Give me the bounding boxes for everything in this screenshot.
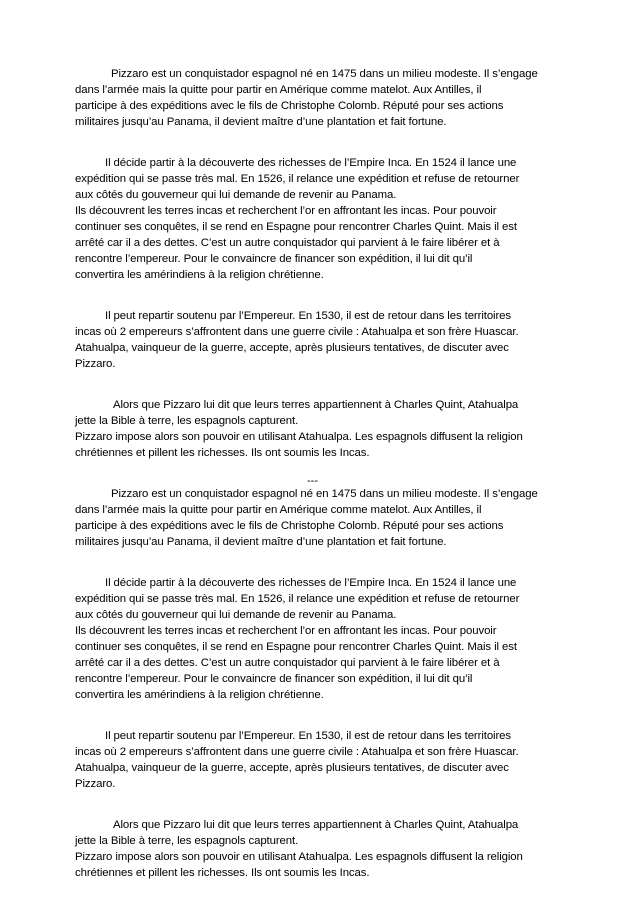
text-line: jette la Bible à terre, les espagnols capturent. — [75, 415, 299, 427]
text-line: participe à des expéditions avec le fils de Christophe Colomb. Réputé pour ses actions — [75, 100, 504, 112]
text-line: Il décide partir à la découverte des richesses de l’Empire Inca. En 1524 il lance une — [105, 577, 517, 589]
text-line: continuer ses conquêtes, il se rend en Espagne pour rencontrer Charles Quint. Mais il est — [75, 641, 517, 653]
text-line: rencontre l’empereur. Pour le convaincre de financer son expédition, il lui dit qu’il — [75, 253, 473, 265]
text-line: Pizzaro est un conquistador espagnol né en 1475 dans un milieu modeste. Il s’engage — [111, 68, 538, 80]
paragraph — [75, 155, 550, 283]
text-line: participe à des expéditions avec le fils de Christophe Colomb. Réputé pour ses actions — [75, 520, 504, 532]
section-separator: --- — [307, 475, 318, 487]
text-line: convertira les amérindiens à la religion chrétienne. — [75, 689, 324, 701]
text-line: militaires jusqu’au Panama, il devient maître d’une plantation et fait fortune. — [75, 536, 447, 548]
text-line: Atahualpa, vainqueur de la guerre, accepte, après plusieurs tentatives, de discuter avec — [75, 762, 509, 774]
text-line: continuer ses conquêtes, il se rend en Espagne pour rencontrer Charles Quint. Mais il est — [75, 221, 517, 233]
text-line: arrêté car il a des dettes. C’est un autre conquistador qui parvient à le faire libérer et à — [75, 657, 500, 669]
text-line: Pizzaro. — [75, 358, 116, 370]
text-line: Pizzaro. — [75, 778, 116, 790]
text-line: incas où 2 empereurs s’affrontent dans une guerre civile : Atahualpa et son frère Huascar. — [75, 746, 519, 758]
text-line: rencontre l’empereur. Pour le convaincre de financer son expédition, il lui dit qu’il — [75, 673, 473, 685]
text-line: expédition qui se passe très mal. En 1526, il relance une expédition et refuse de retourner — [75, 593, 520, 605]
text-line: Ils découvrent les terres incas et recherchent l’or en affrontant les incas. Pour pouvoir — [75, 625, 497, 637]
paragraph — [75, 486, 550, 550]
paragraph — [75, 575, 550, 703]
text-line: arrêté car il a des dettes. C’est un autre conquistador qui parvient à le faire libérer et à — [75, 237, 500, 249]
text-line: chrétiennes et pillent les richesses. Ils ont soumis les Incas. — [75, 447, 370, 459]
text-line: dans l’armée mais la quitte pour partir en Amérique comme matelot. Aux Antilles, il — [75, 84, 482, 96]
paragraph — [75, 728, 550, 792]
text-line: Pizzaro impose alors son pouvoir en utilisant Atahualpa. Les espagnols diffusent la religion — [75, 431, 523, 443]
text-line: convertira les amérindiens à la religion chrétienne. — [75, 269, 324, 281]
text-line: expédition qui se passe très mal. En 1526, il relance une expédition et refuse de retourner — [75, 173, 520, 185]
document-page — [75, 66, 550, 906]
text-line: aux côtés du gouverneur qui lui demande de revenir au Panama. — [75, 609, 397, 621]
text-line: Alors que Pizzaro lui dit que leurs terres appartiennent à Charles Quint, Atahualpa — [113, 399, 519, 411]
text-line: dans l’armée mais la quitte pour partir en Amérique comme matelot. Aux Antilles, il — [75, 504, 482, 516]
paragraph — [75, 66, 550, 130]
text-line: Alors que Pizzaro lui dit que leurs terres appartiennent à Charles Quint, Atahualpa — [113, 819, 519, 831]
text-line: jette la Bible à terre, les espagnols capturent. — [75, 835, 299, 847]
paragraph — [75, 308, 550, 372]
text-line: Atahualpa, vainqueur de la guerre, accepte, après plusieurs tentatives, de discuter avec — [75, 342, 509, 354]
text-line: Pizzaro est un conquistador espagnol né en 1475 dans un milieu modeste. Il s’engage — [111, 488, 538, 500]
paragraph — [75, 817, 550, 881]
paragraph — [75, 397, 550, 461]
text-line: chrétiennes et pillent les richesses. Ils ont soumis les Incas. — [75, 867, 370, 879]
text-line: militaires jusqu’au Panama, il devient maître d’une plantation et fait fortune. — [75, 116, 447, 128]
text-line: Il décide partir à la découverte des richesses de l’Empire Inca. En 1524 il lance une — [105, 157, 517, 169]
text-line: Il peut repartir soutenu par l’Empereur. En 1530, il est de retour dans les territoires — [105, 310, 512, 322]
text-line: Pizzaro impose alors son pouvoir en utilisant Atahualpa. Les espagnols diffusent la religion — [75, 851, 523, 863]
text-line: incas où 2 empereurs s’affrontent dans une guerre civile : Atahualpa et son frère Huascar. — [75, 326, 519, 338]
text-line: Ils découvrent les terres incas et recherchent l’or en affrontant les incas. Pour pouvoir — [75, 205, 497, 217]
text-line: aux côtés du gouverneur qui lui demande de revenir au Panama. — [75, 189, 397, 201]
text-line: Il peut repartir soutenu par l’Empereur. En 1530, il est de retour dans les territoires — [105, 730, 512, 742]
